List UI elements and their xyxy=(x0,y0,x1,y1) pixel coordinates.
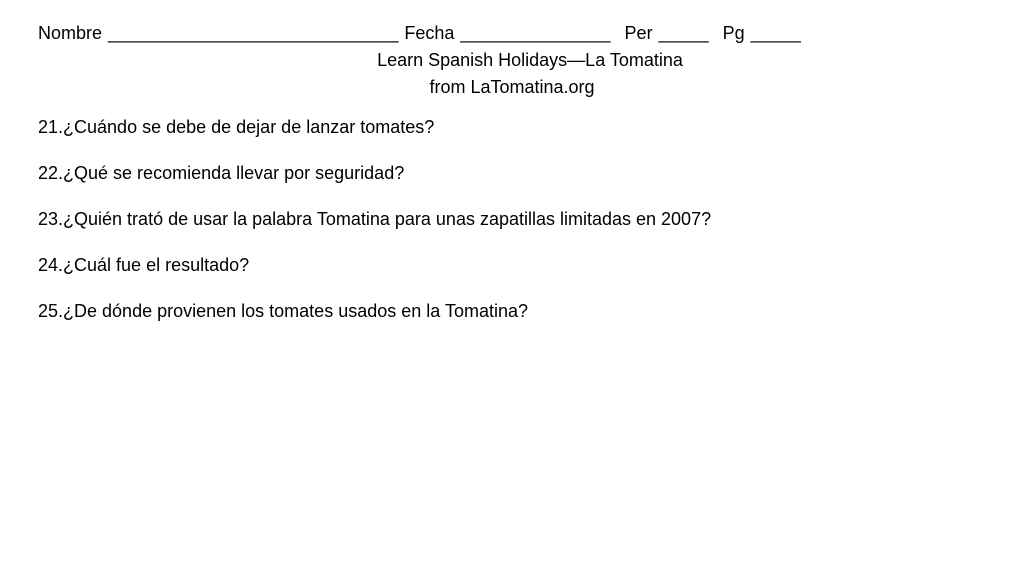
fecha-blank: _______________ xyxy=(460,23,611,43)
question-number: 24. xyxy=(38,255,64,275)
worksheet-title: Learn Spanish Holidays—La Tomatina xyxy=(377,50,683,70)
question-text: ¿Cuál fue el resultado? xyxy=(63,255,250,275)
question-text: ¿Qué se recomienda llevar por seguridad? xyxy=(63,163,405,183)
question-text: ¿Quién trató de usar la palabra Tomatina para unas zapatillas limitadas en 2007? xyxy=(63,209,712,229)
question-item xyxy=(38,116,711,162)
worksheet-source: from LaTomatina.org xyxy=(429,77,595,97)
question-number: 21. xyxy=(38,117,64,137)
question-text: ¿De dónde provienen los tomates usados en la Tomatina? xyxy=(63,301,528,321)
fecha-label: Fecha xyxy=(404,23,455,43)
per-blank: _____ xyxy=(658,23,709,43)
worksheet-header xyxy=(38,22,801,44)
nombre-label: Nombre xyxy=(38,23,103,43)
question-number: 23. xyxy=(38,209,64,229)
question-item xyxy=(38,300,711,346)
question-text: ¿Cuándo se debe de dejar de lanzar tomates? xyxy=(63,117,435,137)
pg-label: Pg xyxy=(722,23,745,43)
nombre-blank: _____________________________ xyxy=(108,23,399,43)
question-item xyxy=(38,254,711,300)
question-number: 25. xyxy=(38,301,64,321)
question-number: 22. xyxy=(38,163,64,183)
per-label: Per xyxy=(624,23,653,43)
pg-blank: _____ xyxy=(750,23,801,43)
question-item xyxy=(38,162,711,208)
question-list xyxy=(38,116,711,346)
question-item xyxy=(38,208,711,254)
